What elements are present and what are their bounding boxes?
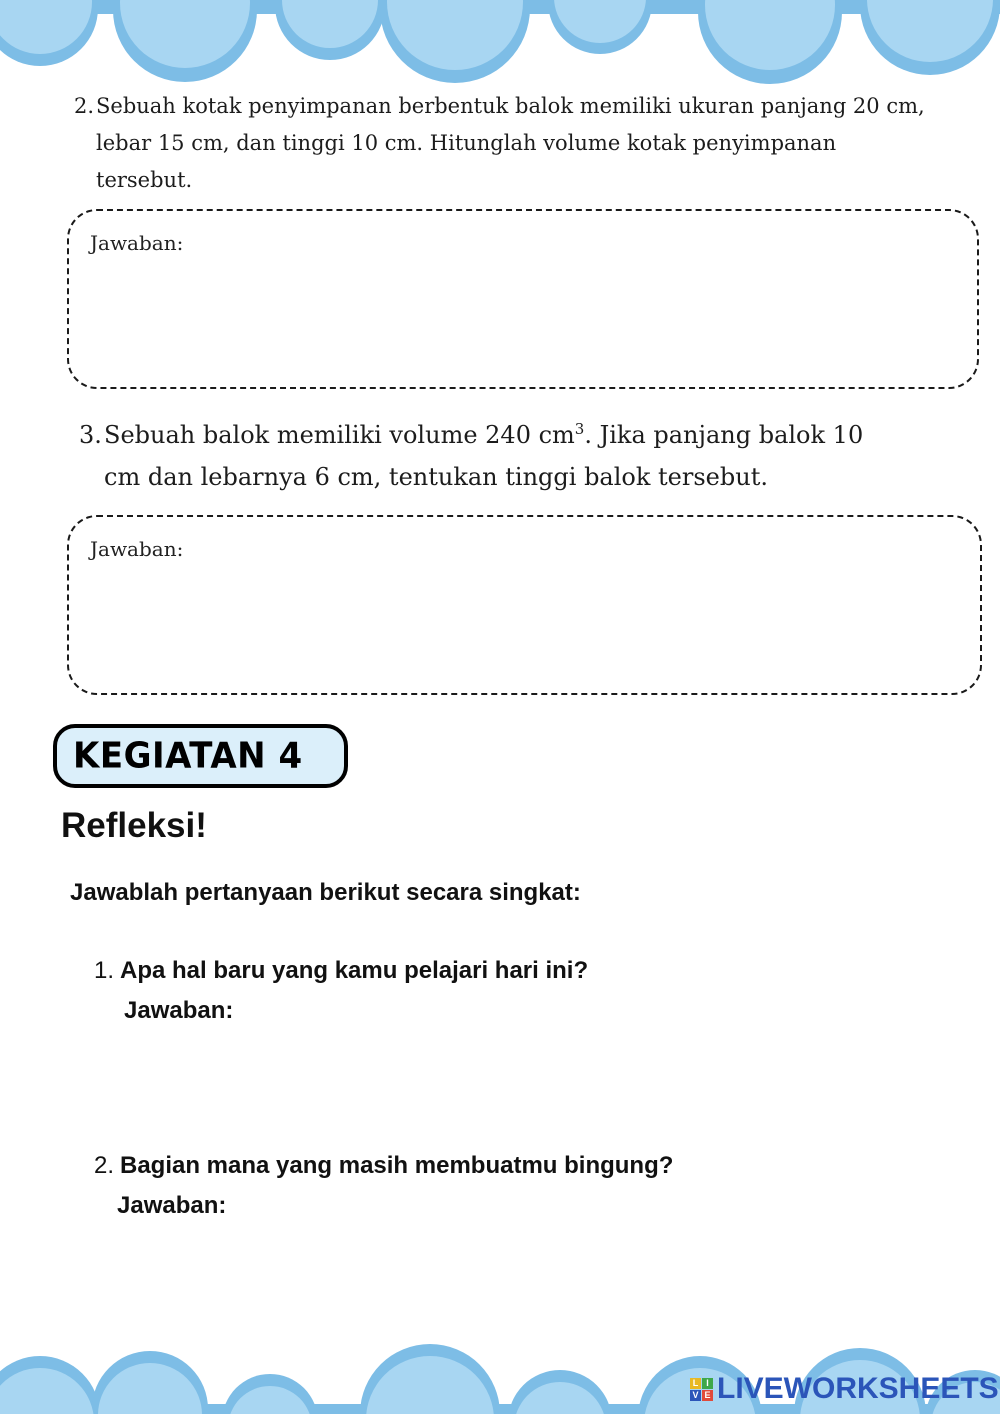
logo-letter: E xyxy=(702,1390,713,1401)
kegiatan-badge xyxy=(53,724,348,788)
logo-letter: V xyxy=(690,1390,701,1401)
question-number: 2. xyxy=(74,94,95,118)
question-text-line: lebar 15 cm, dan tinggi 10 cm. Hitunglah volume kotak penyimpanan xyxy=(96,131,837,155)
superscript: 3 xyxy=(574,420,585,438)
question-number: 3. xyxy=(79,421,102,449)
logo-text: LIVEWORKSHEETS xyxy=(717,1372,999,1405)
question-text: Bagian mana yang masih membuatmu bingung? xyxy=(120,1152,674,1179)
answer-label[interactable]: Jawaban: xyxy=(124,997,234,1024)
answer-box-q3[interactable] xyxy=(67,515,982,695)
question-text-part: Sebuah balok memiliki volume 240 cm xyxy=(104,421,575,449)
answer-label[interactable]: Jawaban: xyxy=(117,1192,227,1219)
answer-label: Jawaban: xyxy=(90,231,184,255)
kegiatan-label: KEGIATAN 4 xyxy=(73,735,303,777)
section-title: Refleksi! xyxy=(61,806,207,845)
top-cloud-border xyxy=(0,0,1000,90)
question-text-line: tersebut. xyxy=(96,168,193,192)
question-number: 2. xyxy=(94,1152,115,1179)
logo-letter: L xyxy=(690,1378,701,1389)
answer-label: Jawaban: xyxy=(90,537,184,561)
question-text: Apa hal baru yang kamu pelajari hari ini? xyxy=(120,957,589,984)
liveworksheets-logo[interactable] xyxy=(690,1371,999,1407)
answer-box-q2[interactable] xyxy=(67,209,979,389)
question-text-line xyxy=(104,421,863,449)
question-text-line: Sebuah kotak penyimpanan berbentuk balok memiliki ukuran panjang 20 cm, xyxy=(96,94,925,118)
logo-letter: I xyxy=(702,1378,713,1389)
question-text-line: cm dan lebarnya 6 cm, tentukan tinggi balok tersebut. xyxy=(104,463,768,491)
question-number: 1. xyxy=(94,957,115,984)
logo-icon xyxy=(690,1378,713,1401)
instruction-text: Jawablah pertanyaan berikut secara singkat: xyxy=(70,879,581,906)
question-text-part: . Jika panjang balok 10 xyxy=(584,421,864,449)
